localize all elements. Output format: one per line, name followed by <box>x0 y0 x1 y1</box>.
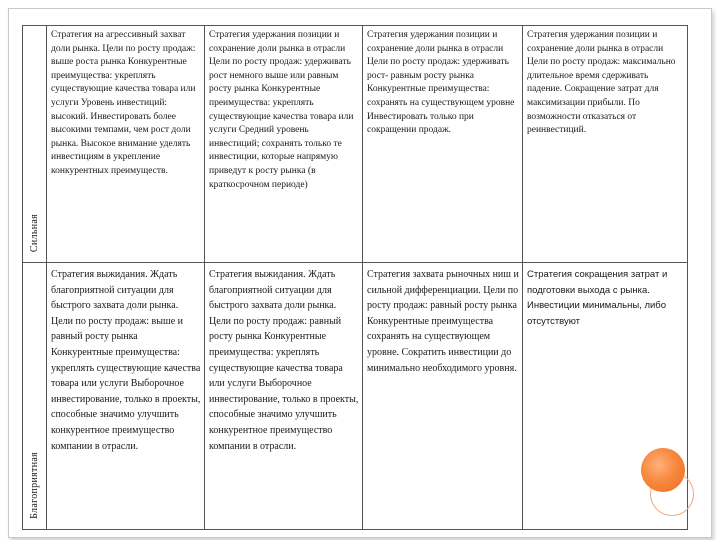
row-label: Благоприятная <box>28 452 40 519</box>
table-cell: Стратегия удержания позиции и сохранение доли рынка в отрасли Цели по росту продаж: максимально длительное время сдерживать падение. Сокращение затрат для максимизации прибыли. По возможности отказаться от реинвестиций. <box>523 26 688 263</box>
table-cell: Стратегия удержания позиции и сохранение доли рынка в отрасли Цели по росту продаж: удерживать рост- равным росту рынка Конкурентные преимущества: сохранять на существующем уровне Инвестировать только при сокращении продаж. <box>363 26 523 263</box>
strategy-table <box>22 25 688 530</box>
table-cell: Стратегия выжидания. Ждать благоприятной ситуации для быстрого захвата доли рынка. Цели по росту продаж: равный росту рынка Конкурентные преимущества: укреплять существующие качества товара или услуги Выборочное инвестирование, только в проекты, способные значимо улучшить конкурентное преимущество компании в отрасли. <box>205 263 363 530</box>
table-row <box>23 263 688 530</box>
row-header <box>23 26 47 263</box>
table-cell: Стратегия выжидания. Ждать благоприятной ситуации для быстрого захвата доли рынка. Цели по росту продаж: выше и равный росту рынка Конкурентные преимущества: укреплять существующие качества товара или услуги Выборочное инвестирование, только в проекты, способные значимо улучшить конкурентное преимущество компании в отрасли. <box>47 263 205 530</box>
table-row <box>23 26 688 263</box>
table-cell: Стратегия захвата рыночных ниш и сильной дифференциации. Цели по росту продаж: равный росту рынка Конкурентные преимущества сохранять на существующем уровне. Сократить инвестиции до минимально необходимого уровня. <box>363 263 523 530</box>
row-label: Сильная <box>28 213 40 252</box>
row-header <box>23 263 47 530</box>
decorative-orange-circle <box>641 448 685 492</box>
table-cell: Стратегия удержания позиции и сохранение доли рынка в отрасли Цели по росту продаж: удерживать рост немного выше или равным росту рынка Конкурентные преимущества: укреплять существующие качества товара или услуги Средний уровень инвестиций; сохранять только те инвестиции, которые напрямую приведут к росту рынка (в краткосрочном периоде) <box>205 26 363 263</box>
table-cell: Стратегия на агрессивный захват доли рынка. Цели по росту продаж: выше роста рынка Конкурентные преимущества: укреплять существующие качества товара или услуги Уровень инвестиций: высокий. Инвестировать более высокими темпами, чем рост доли рынка. Высокое внимание уделять инвестициям в укрепление конкурентных преимуществ. <box>47 26 205 263</box>
table-cell: Стратегия сокращения затрат и подготовки выхода с рынка. Инвестиции минимальны, либо отсутствуют <box>523 263 688 530</box>
